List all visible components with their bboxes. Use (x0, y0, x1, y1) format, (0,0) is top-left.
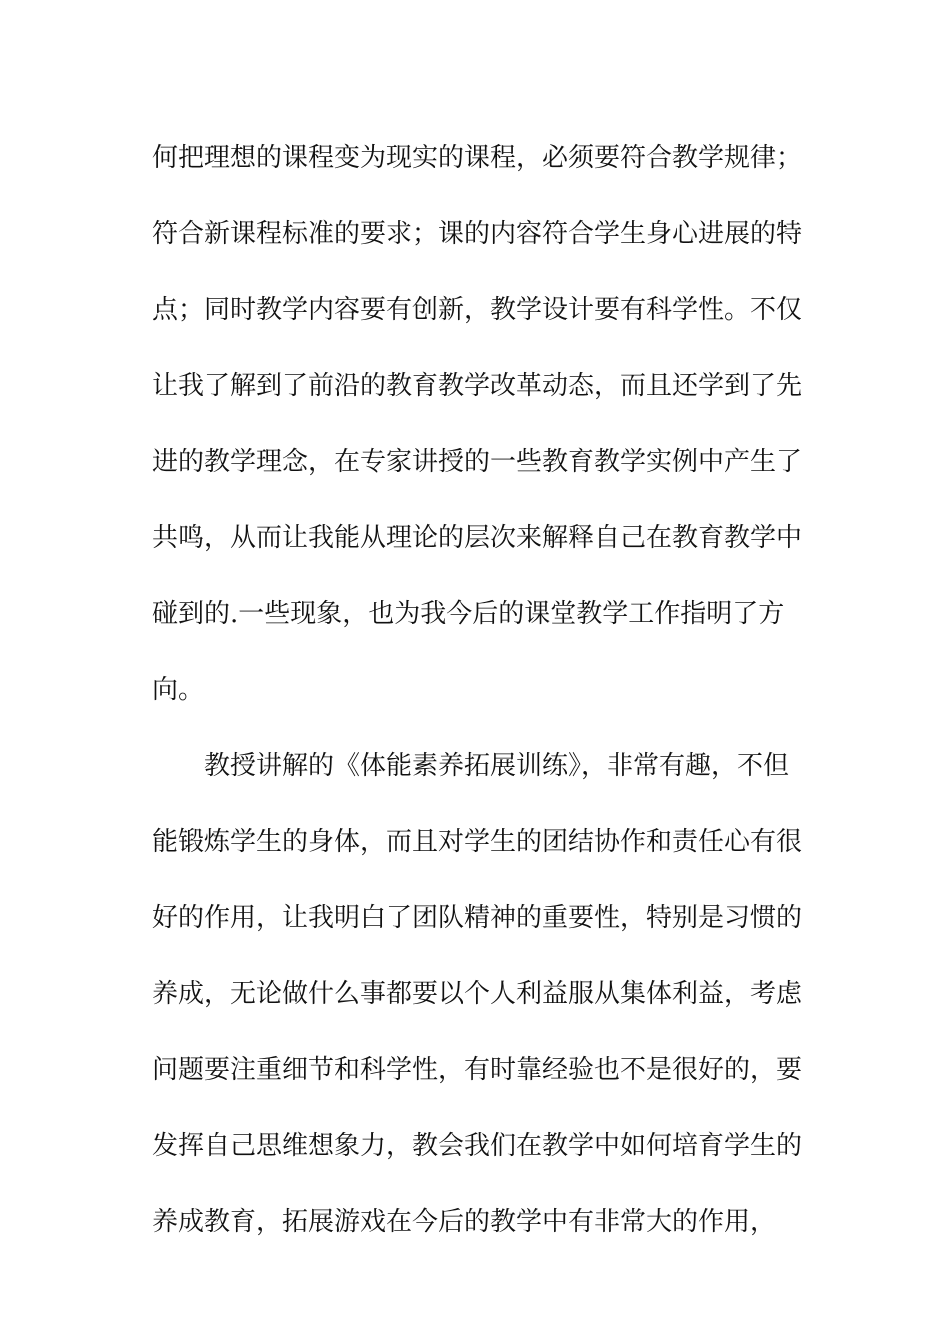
text-line: 教授讲解的《体能素养拓展训练》，非常有趣，不但 (204, 751, 790, 781)
text-line: 养成，无论做什么事都要以个人利益服从集体利益，考虑 (152, 979, 803, 1009)
text-line: 向。 (152, 675, 205, 705)
text-line: 能锻炼学生的身体，而且对学生的团结协作和责任心有很 (152, 827, 803, 857)
paragraph-1 (152, 130, 812, 738)
text-line: 符合新课程标准的要求；课的内容符合学生身心进展的特 (152, 219, 803, 249)
body-text (152, 130, 812, 1270)
paragraph-2 (152, 738, 812, 1270)
text-line: 进的教学理念，在专家讲授的一些教育教学实例中产生了 (152, 447, 803, 477)
text-line: 点；同时教学内容要有创新，教学设计要有科学性。不仅 (152, 295, 803, 325)
text-line: 养成教育，拓展游戏在今后的教学中有非常大的作用， (152, 1207, 777, 1237)
text-line: 发挥自己思维想象力，教会我们在教学中如何培育学生的 (152, 1131, 803, 1161)
text-line: 问题要注重细节和科学性，有时靠经验也不是很好的，要 (152, 1055, 803, 1085)
text-line: 共鸣，从而让我能从理论的层次来解释自己在教育教学中 (152, 523, 803, 553)
text-line: 何把理想的课程变为现实的课程，必须要符合教学规律； (152, 143, 803, 173)
text-line: 碰到的.一些现象，也为我今后的课堂教学工作指明了方 (152, 599, 785, 629)
text-line: 让我了解到了前沿的教育教学改革动态，而且还学到了先 (152, 371, 803, 401)
text-line: 好的作用，让我明白了团队精神的重要性，特别是习惯的 (152, 903, 803, 933)
